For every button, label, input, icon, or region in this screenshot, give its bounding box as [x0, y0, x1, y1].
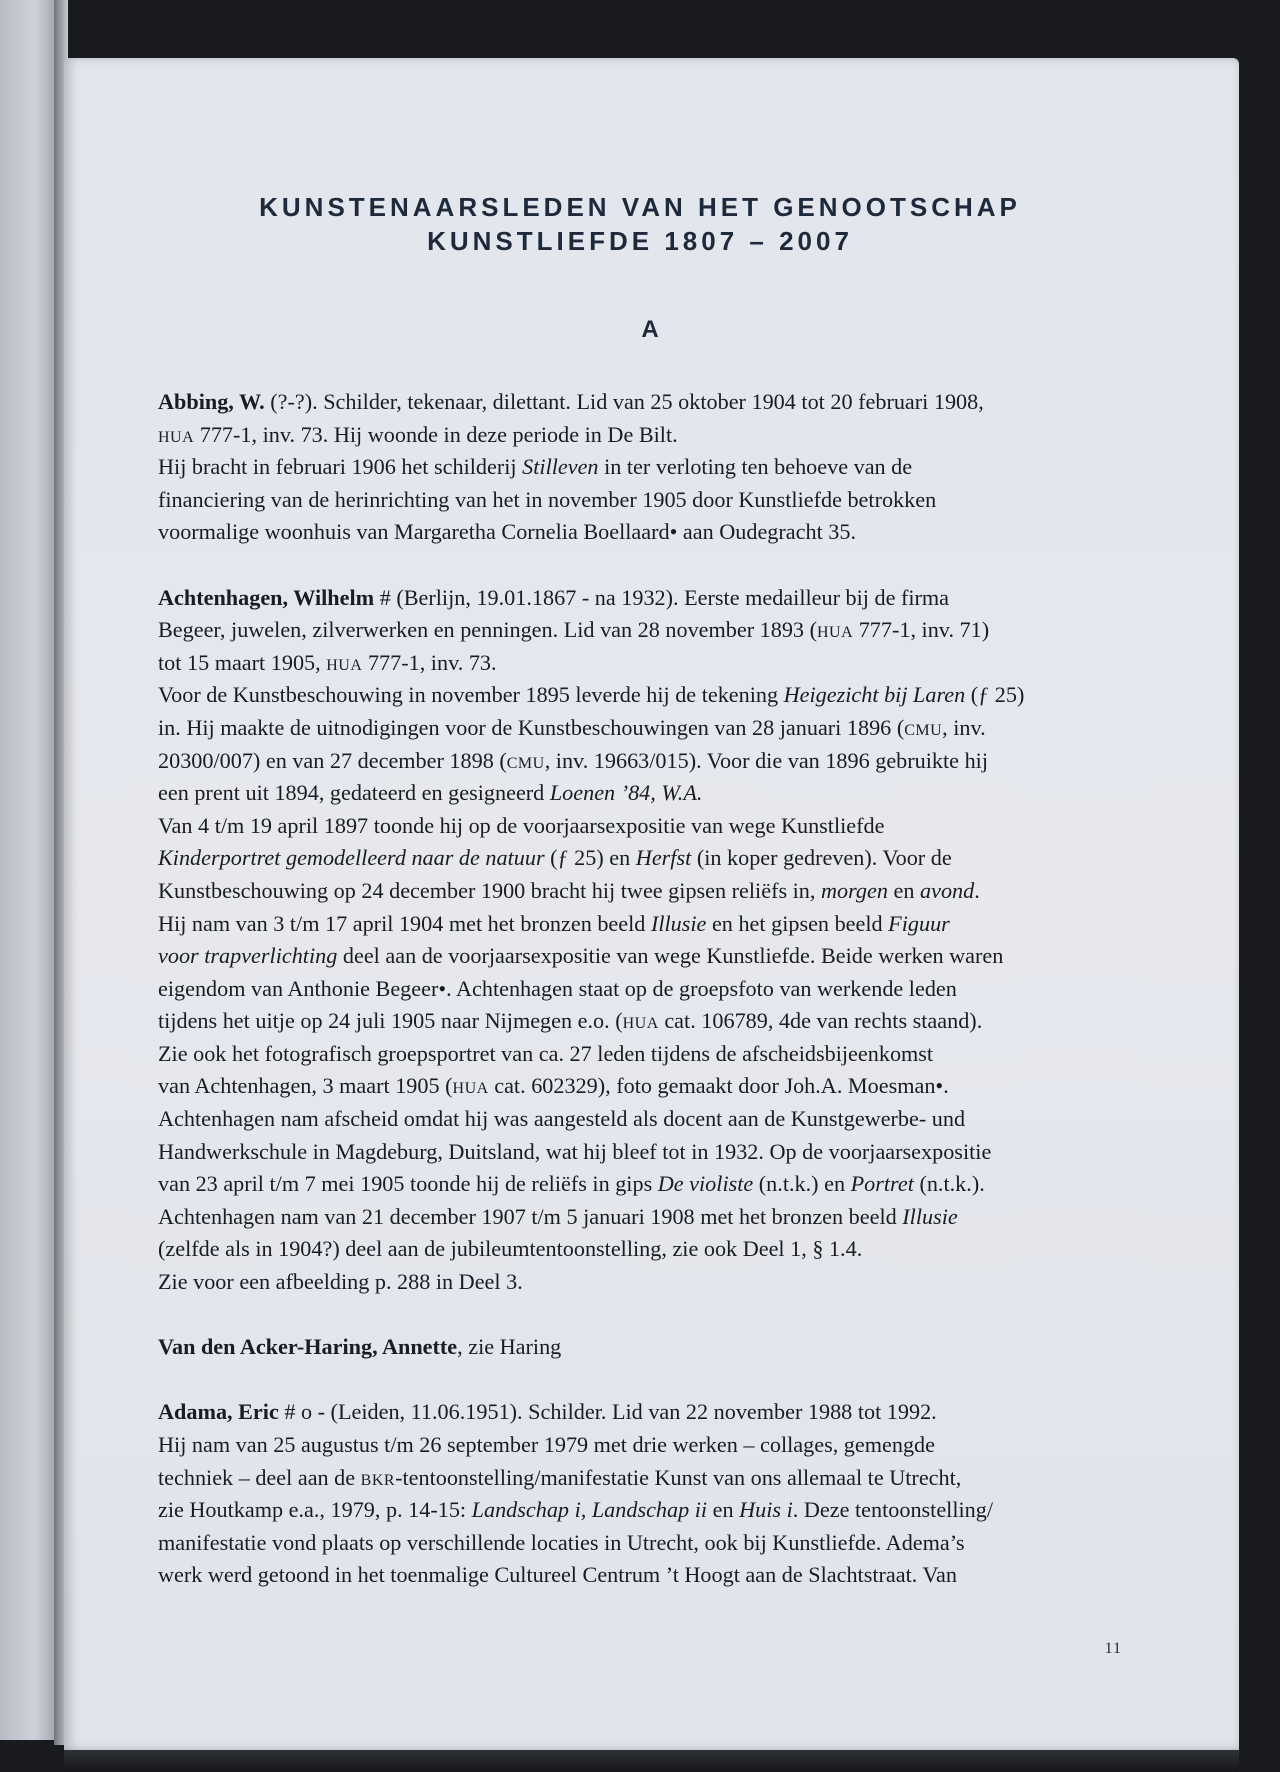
entry-line [158, 647, 1120, 680]
work-title: Herfst [635, 845, 692, 871]
title-line-2: KUNSTLIEFDE 1807 – 2007 [427, 226, 853, 256]
work-title: Huis i [739, 1497, 793, 1523]
text-run: techniek – deel aan de [158, 1464, 361, 1490]
entry-line [158, 1201, 1120, 1234]
entry-line [158, 1103, 1120, 1136]
text-run: tot 15 maart 1905, [158, 649, 327, 675]
work-title: Kinderportret gemodelleerd naar de natuur [158, 845, 545, 871]
text-run: 777-1, inv. 73. [362, 649, 497, 675]
text-run: en [887, 877, 921, 903]
entries-list [158, 386, 1120, 1625]
text-run: tijdens het uitje op 24 juli 1905 naar Nijmegen e.o. ( [158, 1008, 623, 1034]
entry-line [158, 1331, 1120, 1364]
text-run: # o - (Leiden, 11.06.1951). Schilder. Lid van 22 november 1988 tot 1992. [278, 1399, 937, 1425]
text-run: . Deze tentoonstelling/ [792, 1497, 994, 1523]
text-run: Hij bracht in februari 1906 het schilderij [158, 454, 523, 480]
left-page-edge [0, 0, 58, 1740]
entry-line [158, 712, 1120, 745]
text-run: (ƒ 25) [965, 682, 1025, 708]
text-run: voormalige woonhuis van Margaretha Cornelia Boellaard• aan Oudegracht 35. [158, 519, 857, 545]
page-stack-edge [64, 1750, 1239, 1772]
text-run: en [707, 1497, 740, 1523]
text-run: van Achtenhagen, 3 maart 1905 ( [158, 1073, 453, 1099]
entry-line [158, 1168, 1120, 1201]
entry-line [158, 484, 1120, 517]
entry-name: Adama, Eric [158, 1399, 279, 1425]
text-run: Van 4 t/m 19 april 1897 toonde hij op de voorjaarsexpositie van wege Kunstliefde [158, 812, 885, 838]
work-title: Illusie [650, 910, 707, 936]
archive-abbrev: hua [452, 1073, 489, 1099]
entry-line [158, 679, 1120, 712]
work-title: voor trapverlichting [158, 943, 338, 969]
entry-line [158, 451, 1120, 484]
entry-line [158, 1005, 1120, 1038]
entry-line [158, 908, 1120, 941]
text-run: werk werd getoond in het toenmalige Cultureel Centrum ’t Hoogt aan de Slachtstraat. Van [158, 1562, 957, 1588]
text-run: , zie Haring [457, 1334, 562, 1360]
text-run: van 23 april t/m 7 mei 1905 toonde hij de reliëfs in gips [158, 1171, 658, 1197]
page-title [140, 190, 1140, 258]
work-title: Portret [850, 1171, 914, 1197]
text-run: 20300/007) en van 27 december 1898 ( [158, 747, 507, 773]
entry [158, 582, 1120, 1299]
title-line-1: KUNSTENAARSLEDEN VAN HET GENOOTSCHAP [259, 192, 1021, 222]
text-run: . [974, 877, 980, 903]
entry [158, 1331, 1120, 1364]
work-title: Loenen ’84, W.A. [549, 780, 703, 806]
text-run: , inv. 19663/015). Voor die van 1896 gebruikte hij [544, 747, 988, 773]
text-run: en het gipsen beeld [706, 910, 889, 936]
entry-line [158, 1233, 1120, 1266]
page-number: 11 [1104, 1640, 1122, 1657]
text-run: Begeer, juwelen, zilverwerken en penningen. Lid van 28 november 1893 ( [158, 617, 817, 643]
work-title: morgen [821, 877, 888, 903]
work-title: Illusie [902, 1203, 958, 1229]
text-run: eigendom van Anthonie Begeer•. Achtenhagen staat op de groepsfoto van werkende leden [158, 975, 957, 1001]
text-run: -tentoonstelling/manifestatie Kunst van ons allemaal te Utrecht, [395, 1464, 962, 1490]
entry-name: Achtenhagen, Wilhelm [158, 584, 375, 610]
text-run: in. Hij maakte de uitnodigingen voor de Kunstbeschouwingen van 28 januari 1896 ( [158, 714, 905, 740]
text-run: zie Houtkamp e.a., 1979, p. 14-15: [158, 1497, 472, 1523]
entry [158, 386, 1120, 549]
text-run: Zie voor een afbeelding p. 288 in Deel 3. [158, 1269, 523, 1295]
entry-line [158, 973, 1120, 1006]
entry-line [158, 1559, 1120, 1592]
entry-line [158, 1070, 1120, 1103]
entry-line [158, 386, 1120, 419]
text-run: een prent uit 1894, gedateerd en gesigneerd [158, 780, 550, 806]
entry-line [158, 419, 1120, 452]
entry-line [158, 777, 1120, 810]
text-run: manifestatie vond plaats op verschillende locaties in Utrecht, ook bij Kunstliefde. Adema’s [158, 1529, 965, 1555]
entry-line [158, 516, 1120, 549]
text-run: (in koper gedreven). Voor de [691, 845, 952, 871]
text-run: Achtenhagen nam van 21 december 1907 t/m 5 januari 1908 met het bronzen beeld [158, 1203, 903, 1229]
entry-line [158, 1494, 1120, 1527]
entry-line [158, 1527, 1120, 1560]
section-letter: A [641, 316, 659, 343]
entry-line [158, 582, 1120, 615]
entry-name: Abbing, W. [158, 389, 265, 414]
entry-line [158, 1266, 1120, 1299]
archive-abbrev: hua [326, 649, 363, 675]
entry-line [158, 1136, 1120, 1169]
text-run: Voor de Kunstbeschouwing in november 1895 leverde hij de tekening [158, 682, 784, 708]
text-run: (n.t.k.) en [753, 1171, 851, 1197]
text-run: in ter verloting ten behoeve van de [598, 454, 913, 480]
archive-abbrev: hua [622, 1008, 659, 1034]
entry-name: Van den Acker-Haring, Annette [158, 1334, 458, 1360]
entry [158, 1396, 1120, 1592]
archive-abbrev: cmu [904, 714, 943, 740]
text-run: Handwerkschule in Magdeburg, Duitsland, wat hij bleef tot in 1932. Op de voorjaarsexpositie [158, 1138, 992, 1164]
entry-line [158, 614, 1120, 647]
work-title: De violiste [657, 1171, 754, 1197]
text-run: (zelfde als in 1904?) deel aan de jubileumtentoonstelling, zie ook Deel 1, § 1.4. [158, 1236, 863, 1262]
entry-line [158, 875, 1120, 908]
entry-line [158, 1429, 1120, 1462]
text-run: # (Berlijn, 19.01.1867 - na 1932). Eerste medailleur bij de firma [374, 584, 950, 610]
entry-line [158, 1462, 1120, 1495]
text-run: (ƒ 25) en [544, 845, 636, 871]
archive-abbrev: cmu [506, 747, 545, 773]
entry-line [158, 940, 1120, 973]
work-title: Figuur [888, 910, 950, 936]
text-run: financiering van de herinrichting van het in november 1905 door Kunstliefde betrokken [158, 486, 937, 512]
work-title: Heigezicht bij Laren [783, 682, 966, 708]
text-run: cat. 106789, 4de van rechts staand). [658, 1008, 983, 1034]
work-title: avond [920, 877, 975, 903]
text-run: Zie ook het fotografisch groepsportret van ca. 27 leden tijdens de afscheidsbijeenkomst [158, 1040, 934, 1066]
text-run: (n.t.k.). [913, 1171, 985, 1197]
entry-line [158, 1396, 1120, 1429]
text-run: Achtenhagen nam afscheid omdat hij was aangesteld als docent aan de Kunstgewerbe- und [158, 1106, 966, 1132]
text-run: cat. 602329), foto gemaakt door Joh.A. Moesman•. [488, 1073, 949, 1099]
archive-abbrev: bkr [360, 1464, 396, 1490]
entry-line [158, 842, 1120, 875]
text-run: Hij nam van 25 augustus t/m 26 september 1979 met drie werken – collages, gemengde [158, 1432, 935, 1457]
archive-abbrev: hua [816, 617, 854, 643]
text-run: (?-?). Schilder, tekenaar, dilettant. Lid van 25 oktober 1904 tot 20 februari 1908, [264, 389, 984, 414]
text-run: 777-1, inv. 73. Hij woonde in deze periode in De Bilt. [194, 421, 678, 447]
text-run: deel aan de voorjaarsexpositie van wege Kunstliefde. Beide werken waren [337, 943, 1004, 969]
text-run: 777-1, inv. 71) [853, 617, 990, 643]
entry-line [158, 745, 1120, 778]
text-run: , inv. [942, 714, 986, 740]
text-run: Hij nam van 3 t/m 17 april 1904 met het bronzen beeld [158, 910, 651, 936]
work-title: Landschap i, Landschap ii [471, 1497, 708, 1523]
text-run: Kunstbeschouwing op 24 december 1900 bracht hij twee gipsen reliëfs in, [158, 877, 821, 903]
entry-line [158, 810, 1120, 843]
work-title: Stilleven [522, 454, 599, 480]
archive-abbrev: hua [158, 421, 195, 447]
entry-line [158, 1038, 1120, 1071]
